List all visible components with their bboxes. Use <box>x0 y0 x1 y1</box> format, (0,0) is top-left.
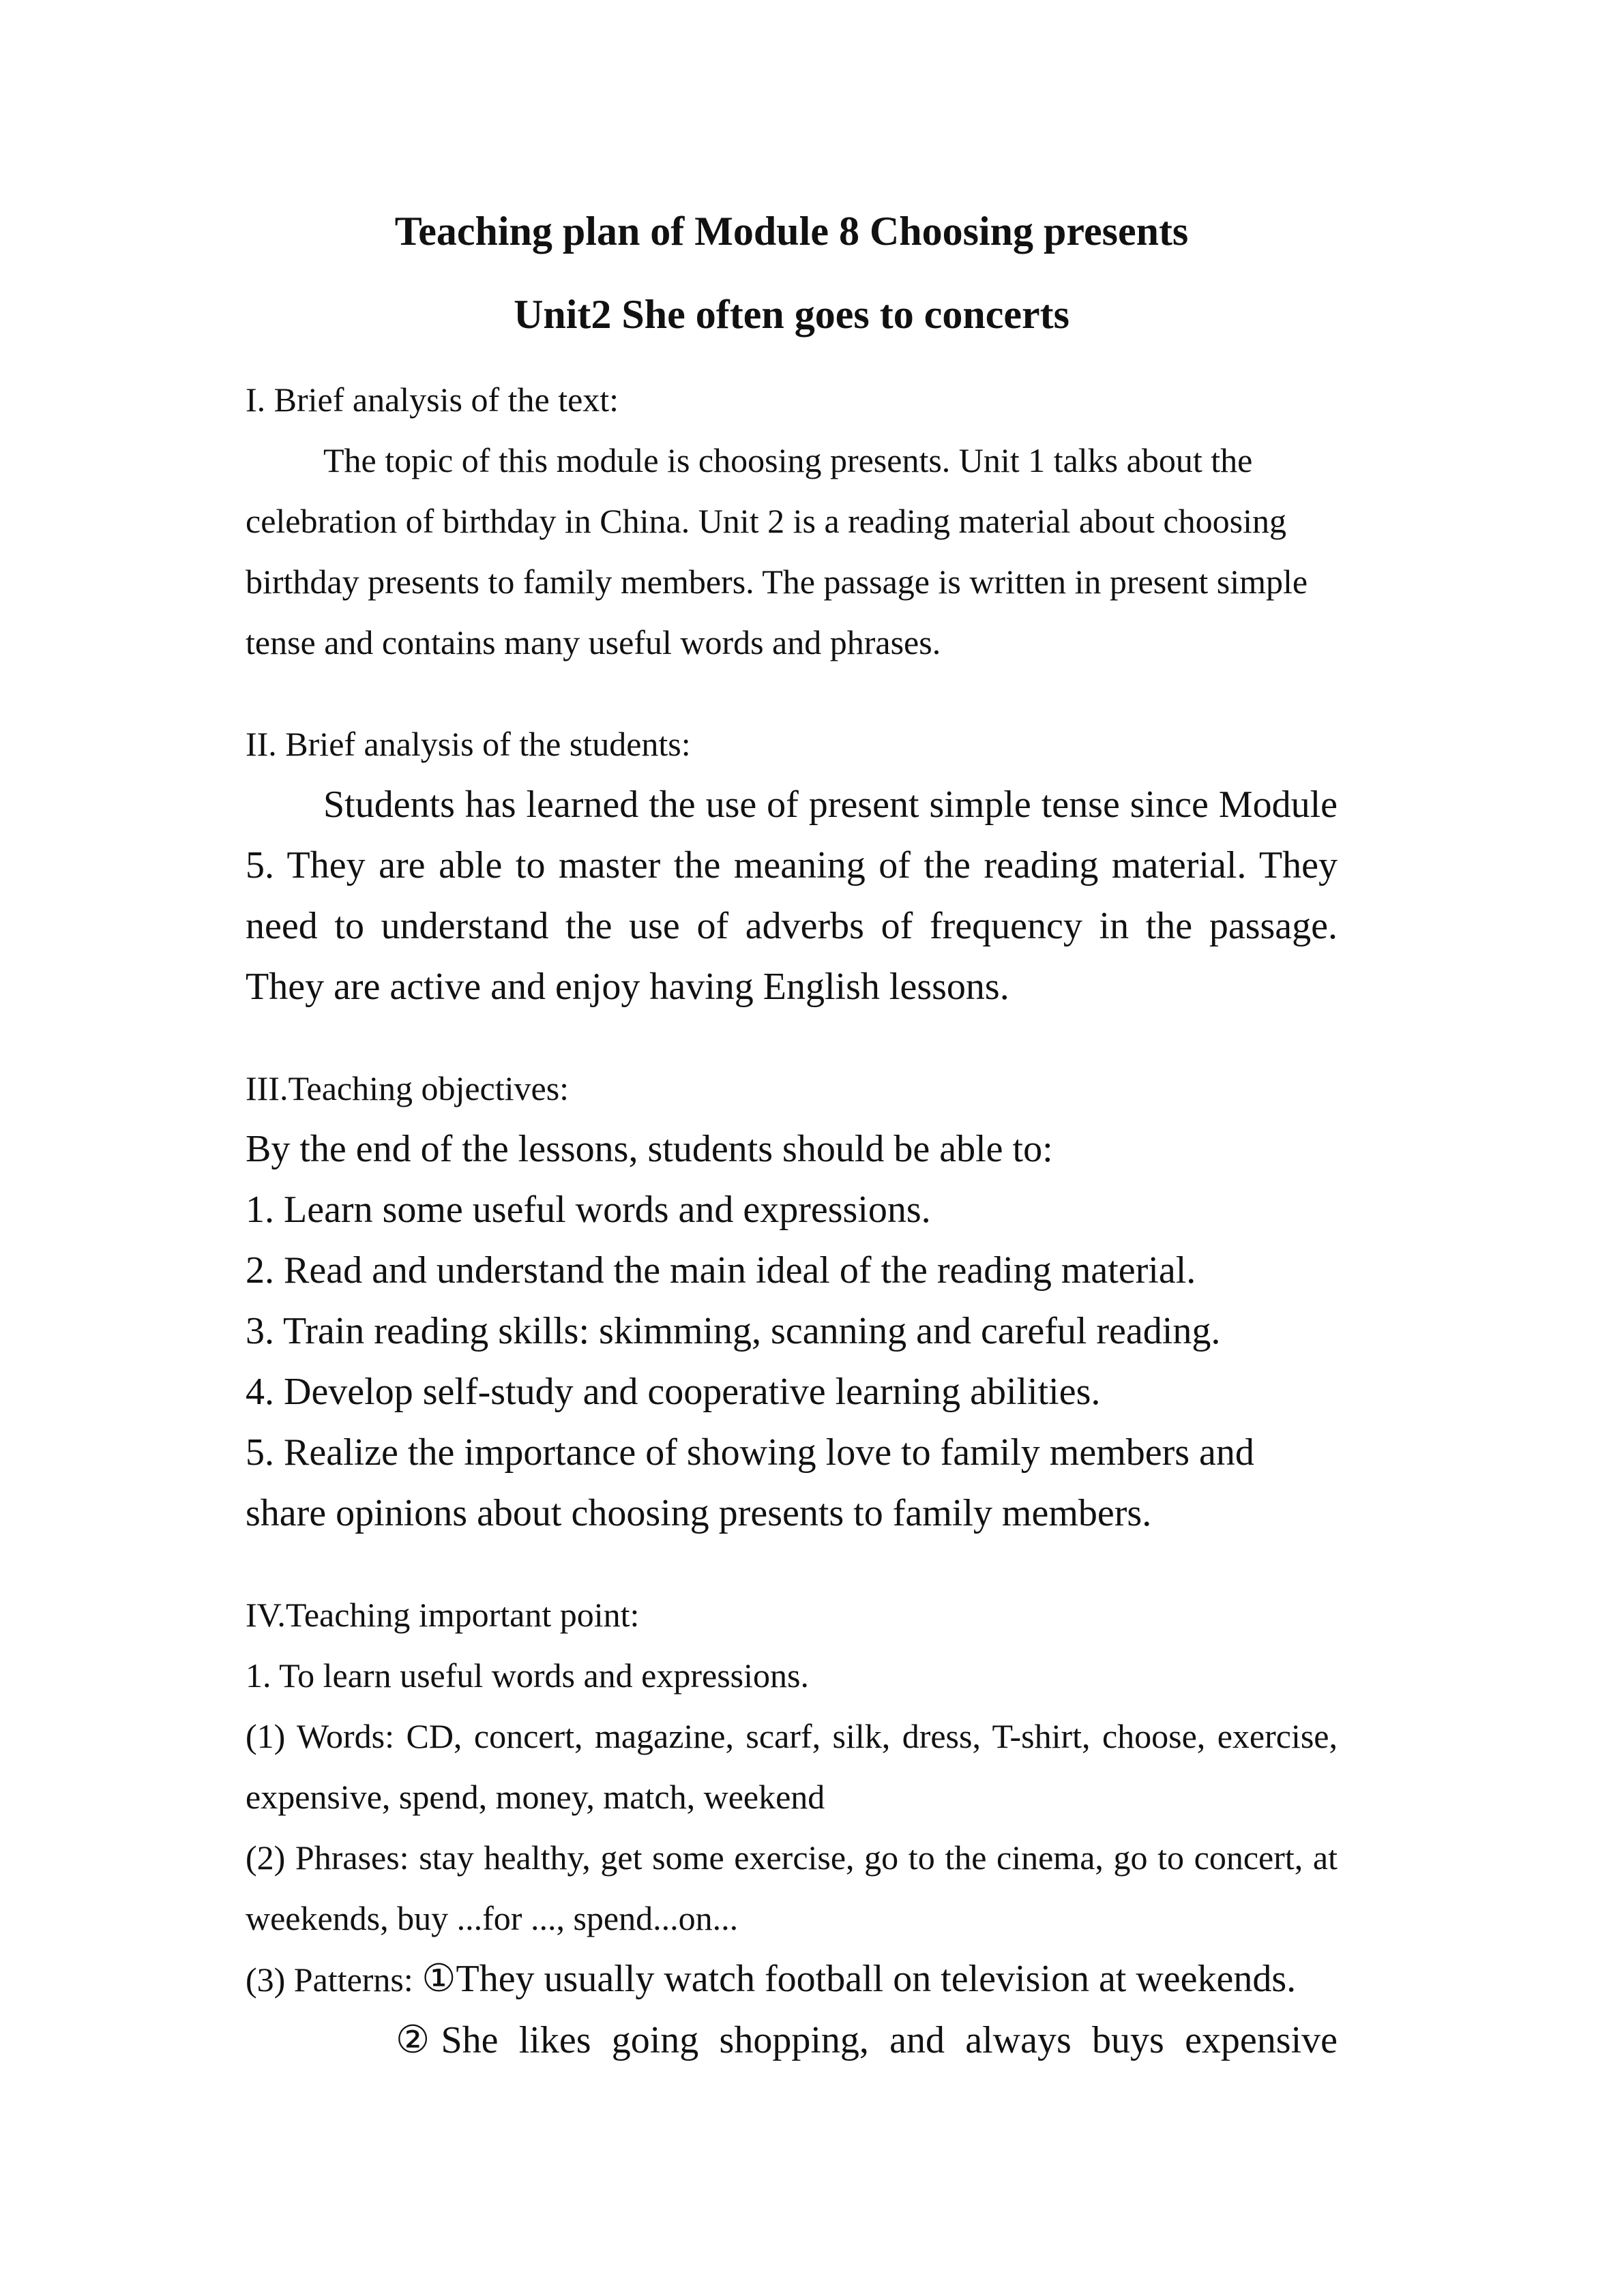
objective-item-4: 4. Develop self-study and cooperative learning abilities. <box>246 1371 1101 1413</box>
section-3-intro: By the end of the lessons, students should be able to: <box>246 1128 1053 1170</box>
words-list: (1) Words: CD, concert, magazine, scarf, silk, dress, T-shirt, choose, exercise, expensive, spend, money, match, weekend <box>246 1717 1338 1816</box>
objective-item-1: 1. Learn some useful words and expressions. <box>246 1189 931 1231</box>
objective-item-2: 2. Read and understand the main ideal of the reading material. <box>246 1249 1196 1292</box>
section-1-body: The topic of this module is choosing presents. Unit 1 talks about the celebration of birthday in China. Unit 2 is a reading material about choosing birthday presents to family members. The passage is written in present simple tense and contains many useful words and phrases. <box>246 441 1308 661</box>
patterns-line <box>246 1949 1338 2010</box>
patterns-label: (3) Patterns: <box>246 1960 422 1999</box>
objective-item-3: 3. Train reading skills: skimming, scanning and careful reading. <box>246 1310 1221 1352</box>
important-point-item-1: 1. To learn useful words and expressions. <box>246 1656 809 1695</box>
section-1-heading: I. Brief analysis of the text: <box>246 381 619 419</box>
section-4-heading: IV.Teaching important point: <box>246 1596 640 1634</box>
pattern-1: ①They usually watch football on television at weekends. <box>422 1958 1297 2000</box>
section-2-heading: II. Brief analysis of the students: <box>246 725 691 763</box>
section-3-heading: III.Teaching objectives: <box>246 1069 570 1107</box>
section-2-body: Students has learned the use of present simple tense since Module 5. They are able to master the meaning of the reading material. They need to understand the use of adverbs of frequency in the passage. They are active and enjoy having English lessons. <box>246 784 1338 1008</box>
document-title: Teaching plan of Module 8 Choosing presents <box>394 209 1189 254</box>
document-subtitle: Unit2 She often goes to concerts <box>514 292 1069 337</box>
objective-item-5: 5. Realize the importance of showing love to family members and share opinions about choosing presents to family members. <box>246 1431 1254 1534</box>
pattern-2: ②She likes going shopping, and always buys expensive <box>396 2019 1338 2061</box>
phrases-list: (2) Phrases: stay healthy, get some exercise, go to the cinema, go to concert, at weekends, buy ...for ..., spend...on... <box>246 1838 1338 1937</box>
